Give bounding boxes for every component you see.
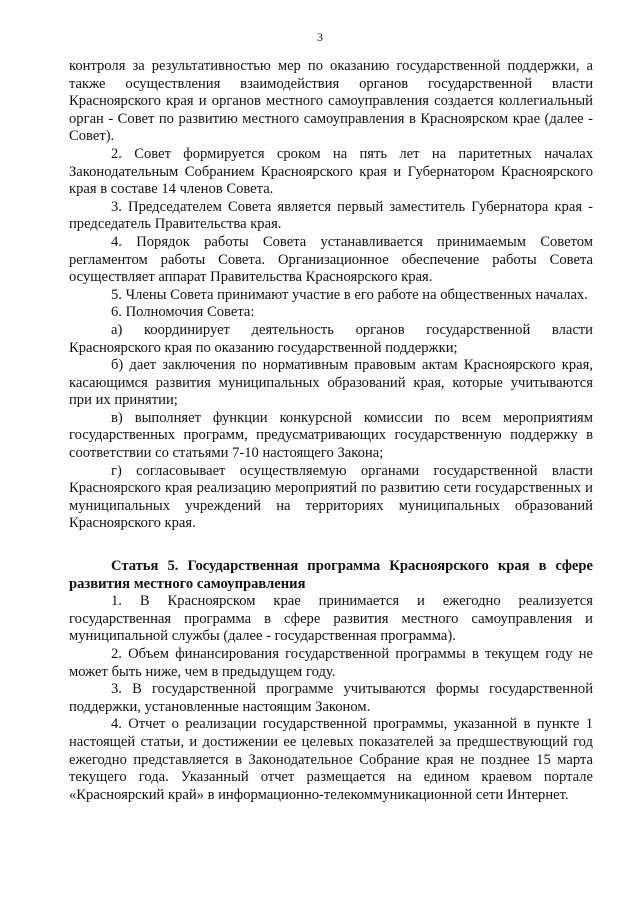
subparagraph-v: в) выполняет функции конкурсной комиссии по всем мероприятиям государственных программ, предусматривающих государственную поддержку в соответствии со статьями 7-10 настоящего Закона;: [69, 409, 593, 462]
article-5-paragraph-1: 1. В Красноярском крае принимается и ежегодно реализуется государственная программа в сфере развития местного самоуправления и муниципальной службы (далее - государственная программа).: [69, 593, 593, 645]
paragraph-3: 3. Председателем Совета является первый заместитель Губернатора края - председатель Правительства края.: [69, 198, 593, 233]
page-number: 3: [317, 30, 323, 44]
paragraph-5: 5. Члены Совета принимают участие в его работе на общественных началах.: [111, 286, 588, 303]
paragraph-6: 6. Полномочия Совета:: [111, 304, 255, 321]
article-5-paragraph-4: 4. Отчет о реализации государственной программы, указанной в пункте 1 настоящей статьи, и достижении ее целевых показателей за предшествующий год ежегодно представляется в Законодательное Собрание края не позднее 15 марта текущего года. Указанный отчет размещается на едином краевом портале «Красноярский край» в информационно-телекоммуникационной сети Интернет.: [69, 716, 593, 803]
article-5-paragraph-3: 3. В государственной программе учитываются формы государственной поддержки, установленные настоящим Законом.: [69, 681, 593, 715]
subparagraph-b: б) дает заключения по нормативным правовым актам Красноярского края, касающимся развития муниципальных образований края, которые учитываются при их принятии;: [69, 357, 593, 409]
subparagraph-g: г) согласовывает осуществляемую органами государственной власти Красноярского края реализацию мероприятий по развитию сети государственных и муниципальных учреждений на территориях муниципальных образований Красноярского края.: [69, 462, 593, 532]
paragraph-continuation: контроля за результативностью мер по оказанию государственной поддержки, а также осуществления взаимодействия органов государственной власти Красноярского края и органов местного самоуправления создается коллегиальный орган - Совет по развитию местного самоуправления в Красноярском крае (далее - Совет).: [69, 58, 593, 145]
article-5-heading: Статья 5. Государственная программа Красноярского края в сфере развития местного самоуправления: [69, 558, 593, 592]
subparagraph-a: а) координирует деятельность органов государственной власти Красноярского края по оказанию государственной поддержки;: [69, 321, 593, 356]
document-body: [69, 58, 593, 804]
article-5-paragraph-2: 2. Объем финансирования государственной программы в текущем году не может быть ниже, чем в предыдущем году.: [69, 646, 593, 680]
paragraph-4: 4. Порядок работы Совета устанавливается принимаемым Советом регламентом работы Совета. Организационное обеспечение работы Совета осуществляет аппарат Правительства Красноярского края.: [69, 233, 593, 286]
paragraph-2: 2. Совет формируется сроком на пять лет на паритетных началах Законодательным Собранием Красноярского края и Губернатором Красноярского края в составе 14 членов Совета.: [69, 145, 593, 198]
